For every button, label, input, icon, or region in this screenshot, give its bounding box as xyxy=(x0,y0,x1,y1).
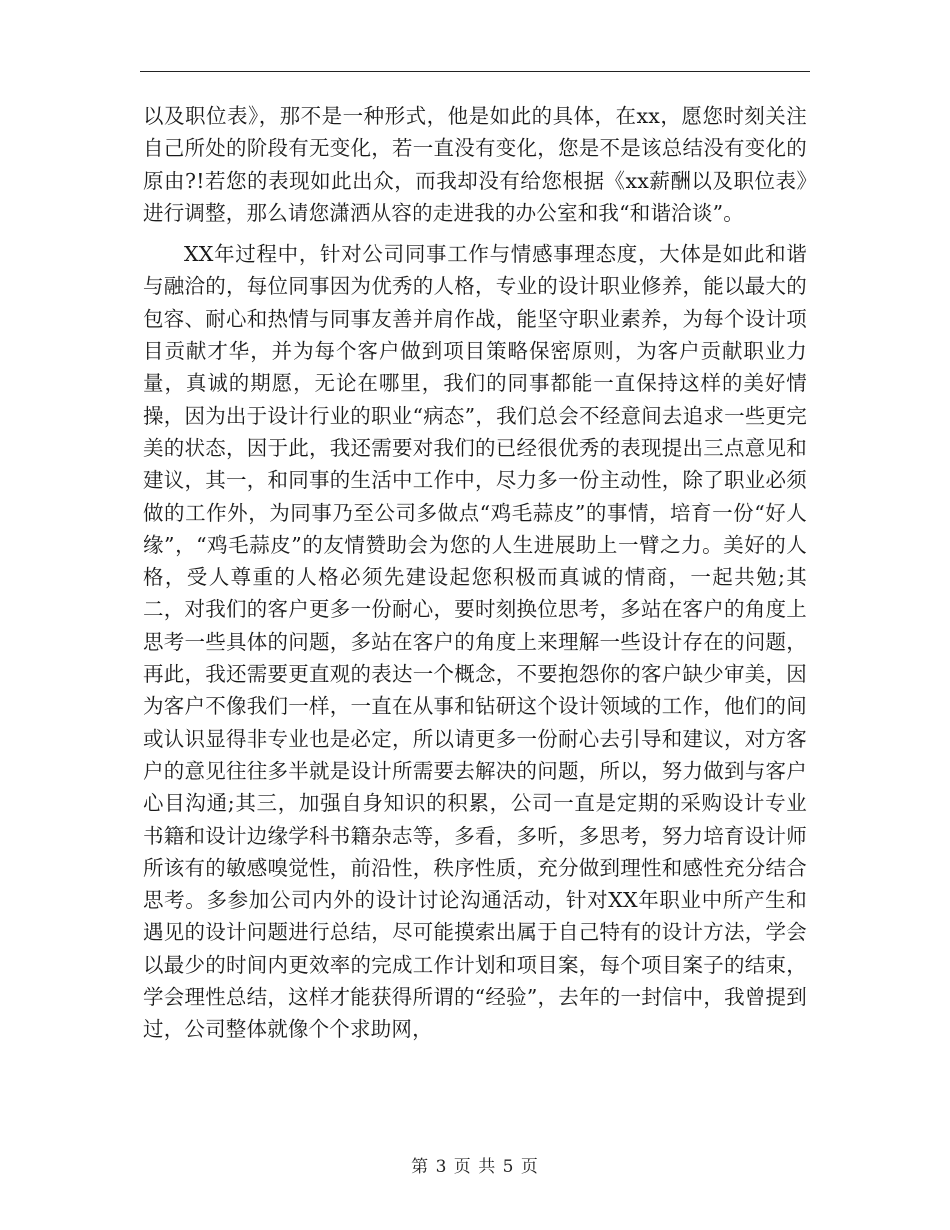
paragraph-main: XX年过程中，针对公司同事工作与情感事理态度，大体是如此和谐与融洽的，每位同事因为优秀的人格，专业的设计职业修养，能以最大的包容、耐心和热情与同事友善并肩作战，能坚守职业素养，为每个设计项目贡献才华，并为每个客户做到项目策略保密原则，为客户贡献职业力量，真诚的期愿，无论在哪里，我们的同事都能一直保持这样的美好情操，因为出于设计行业的职业“病态”，我们总会不经意间去追求一些更完美的状态，因于此，我还需要对我们的已经很优秀的表现提出三点意见和建议，其一，和同事的生活中工作中，尽力多一份主动性，除了职业必须做的工作外，为同事乃至公司多做点“鸡毛蒜皮”的事情，培育一份“好人缘”，“鸡毛蒜皮”的友情赞助会为您的人生进展助上一臂之力。美好的人格，受人尊重的人格必须先建设起您积极而真诚的情商，一起共勉;其二，对我们的客户更多一份耐心，要时刻换位思考，多站在客户的角度上思考一些具体的问题，多站在客户的角度上来理解一些设计存在的问题，再此，我还需要更直观的表达一个概念，不要抱怨你的客户缺少审美，因为客户不像我们一样，一直在从事和钻研这个设计领域的工作，他们的间或认识显得非专业也是必定，所以请更多一份耐心去引导和建议，对方客户的意见往往多半就是设计所需要去解决的问题，所以，努力做到与客户心目沟通;其三，加强自身知识的积累，公司一直是定期的采购设计专业书籍和设计边缘学科书籍杂志等，多看，多听，多思考，努力培育设计师所该有的敏感嗅觉性，前沿性，秩序性质，充分做到理性和感性充分结合思考。多参加公司内外的设计讨论沟通活动，针对XX年职业中所产生和遇见的设计问题进行总结，尽可能摸索出属于自己特有的设计方法，学会以最少的时间内更效率的完成工作计划和项目案，每个项目案子的结束，学会理性总结，这样才能获得所谓的“经验”，去年的一封信中，我曾提到过，公司整体就像个个求助网， xyxy=(143,242,807,1042)
paragraph-continued: 以及职位表》，那不是一种形式，他是如此的具体，在xx，愿您时刻关注自己所处的阶段有无变化，若一直没有变化，您是不是该总结没有变化的原由?!若您的表现如此出众，而我却没有给您根据《xx薪酬以及职位表》进行调整，那么请您潇洒从容的走进我的办公室和我“和谐洽谈”。 xyxy=(143,104,807,225)
document-body xyxy=(143,100,807,1046)
page-number-footer: 第 3 页 共 5 页 xyxy=(411,1157,539,1177)
header-rule xyxy=(140,71,810,72)
